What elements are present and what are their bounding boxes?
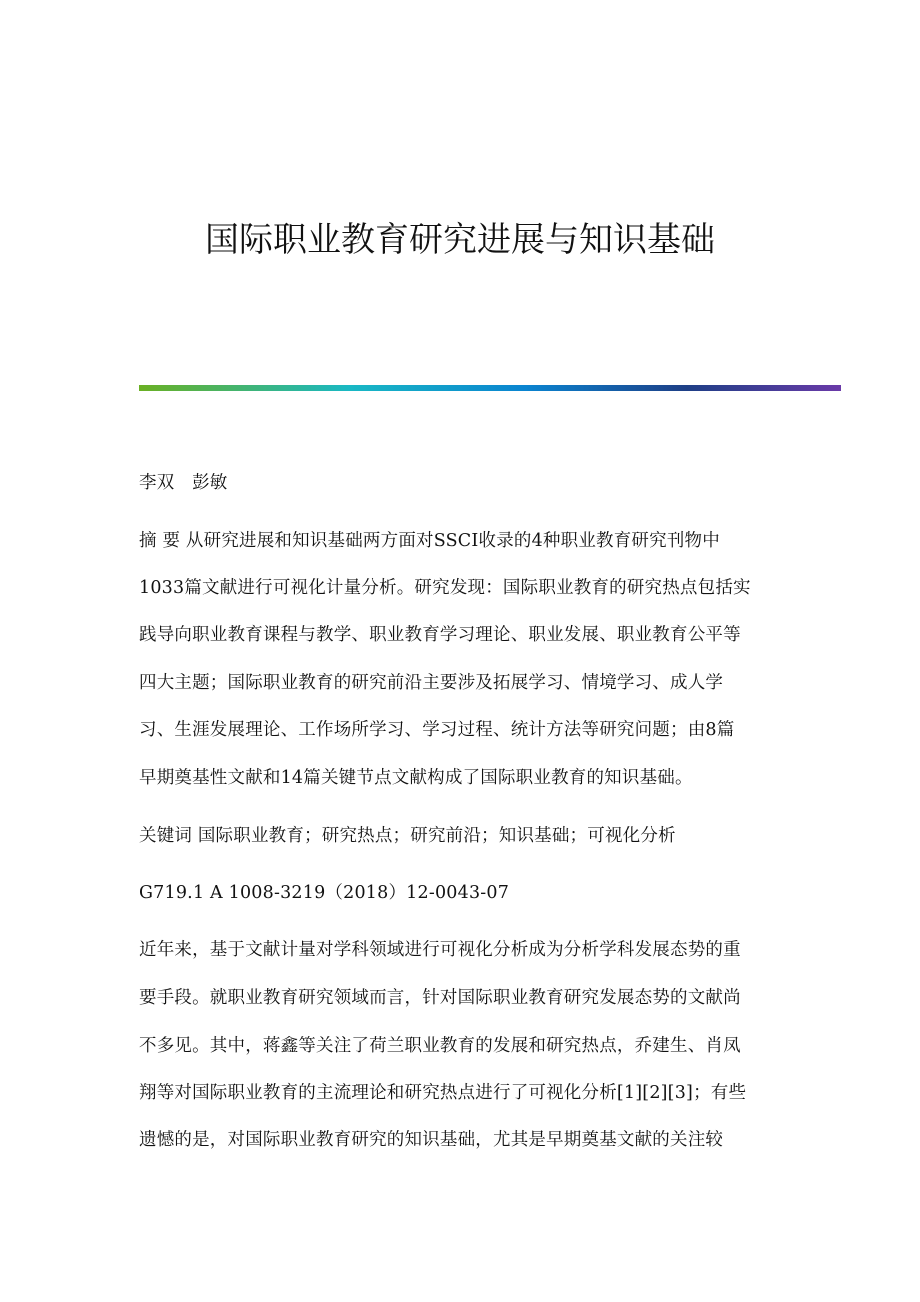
keywords: 关键词 国际职业教育；研究热点；研究前沿；知识基础；可视化分析 <box>139 826 676 846</box>
authors: 李双 彭敏 <box>139 473 228 493</box>
body-line: 近年来，基于文献计量对学科领域进行可视化分析成为分析学科发展态势的重 <box>139 940 741 960</box>
body-line: 要手段。就职业教育研究领域而言，针对国际职业教育研究发展态势的文献尚 <box>139 988 741 1008</box>
abstract-line: 早期奠基性文献和14篇关键节点文献构成了国际职业教育的知识基础。 <box>139 768 693 788</box>
document-title: 国际职业教育研究进展与知识基础 <box>205 220 715 260</box>
body-line: 遗憾的是，对国际职业教育研究的知识基础，尤其是早期奠基文献的关注较 <box>139 1130 724 1150</box>
classification-code: G719.1 A 1008-3219（2018）12-0043-07 <box>139 883 510 903</box>
abstract-line: 四大主题；国际职业教育的研究前沿主要涉及拓展学习、情境学习、成人学 <box>139 673 724 693</box>
body-line: 翔等对国际职业教育的主流理论和研究热点进行了可视化分析[1][2][3]；有些 <box>139 1083 747 1103</box>
abstract-line: 摘 要 从研究进展和知识基础两方面对SSCI收录的4种职业教育研究刊物中 <box>139 531 720 551</box>
title-divider <box>139 385 841 391</box>
abstract-line: 习、生涯发展理论、工作场所学习、学习过程、统计方法等研究问题；由8篇 <box>139 720 735 740</box>
abstract-line: 践导向职业教育课程与教学、职业教育学习理论、职业发展、职业教育公平等 <box>139 625 741 645</box>
body-line: 不多见。其中，蒋鑫等关注了荷兰职业教育的发展和研究热点，乔建生、肖凤 <box>139 1036 741 1056</box>
abstract-line: 1033篇文献进行可视化计量分析。研究发现：国际职业教育的研究热点包括实 <box>139 578 751 598</box>
